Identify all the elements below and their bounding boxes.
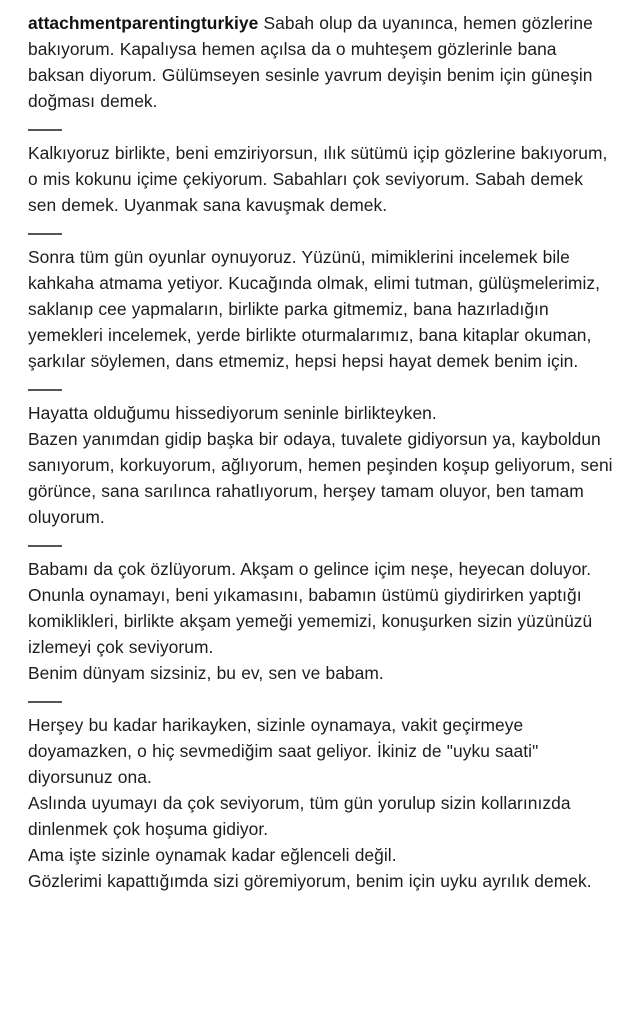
caption-paragraph: Gözlerimi kapattığımda sizi göremiyorum, benim için uyku ayrılık demek. — [28, 871, 592, 891]
caption-block — [28, 129, 614, 218]
caption-paragraph: Babamı da çok özlüyorum. Akşam o gelince içim neşe, heyecan doluyor. — [28, 559, 592, 579]
section-divider — [28, 129, 62, 131]
section-divider — [28, 233, 62, 235]
caption-paragraph — [28, 10, 614, 114]
caption-paragraph: Benim dünyam sizsiniz, bu ev, sen ve babam. — [28, 663, 384, 683]
section-divider — [28, 389, 62, 391]
caption-paragraph: Herşey bu kadar harikayken, sizinle oynamaya, vakit geçirmeye doyamazken, o hiç sevmediğim saat geliyor. İkiniz de "uyku saati" diyorsunuz ona. — [28, 715, 539, 787]
caption-block — [28, 233, 614, 374]
caption-paragraph: Ama işte sizinle oynamak kadar eğlenceli değil. — [28, 845, 397, 865]
caption-block — [28, 389, 614, 530]
caption-paragraph: Bazen yanımdan gidip başka bir odaya, tuvalete gidiyorsun ya, kayboldun sanıyorum, korkuyorum, ağlıyorum, hemen peşinden koşup geliyorum, seni görünce, sana sarılınca rahatlıyorum, herşey tamam oluyor, ben tamam oluyorum. — [28, 429, 613, 527]
caption-block — [28, 701, 614, 894]
caption-paragraph: Hayatta olduğumu hissediyorum seninle birlikteyken. — [28, 403, 437, 423]
caption-paragraph: Sonra tüm gün oyunlar oynuyoruz. Yüzünü, mimiklerini incelemek bile kahkaha atmama yetiyor. Kucağında olmak, elimi tutman, gülüşmelerimiz, saklanıp cee yapmaların, birlikte parka gitmemiz, bana hazırladığın yemekleri incelemek, yerde birlikte oturmalarımız, bana kitaplar okuman, şarkılar söylemen, dans etmemiz, hepsi hepsi hayat demek benim için. — [28, 247, 601, 371]
caption-paragraph: Onunla oynamayı, beni yıkamasını, babamın üstümü giydirirken yaptığı komiklikleri, birlikte akşam yemeği yememizi, konuşurken sizin yüzünüzü izlemeyi çok seviyorum. — [28, 585, 593, 657]
username-label[interactable]: attachmentparentingturkiye — [28, 13, 259, 33]
caption-text: Sabah olup da uyanınca, hemen gözlerine bakıyorum. Kapalıysa hemen açılsa da o muhteşem gözlerinle bana baksan diyorum. Gülümseyen sesinle yavrum deyişin benim için güneşin doğması demek. — [28, 13, 593, 111]
caption-block — [28, 545, 614, 686]
caption-paragraph: Aslında uyumayı da çok seviyorum, tüm gün yorulup sizin kollarınızda dinlenmek çok hoşuma gidiyor. — [28, 793, 571, 839]
caption-paragraph: Kalkıyoruz birlikte, beni emziriyorsun, ılık sütümü içip gözlerine bakıyorum, o mis kokunu içime çekiyorum. Sabahları çok seviyorum. Sabah demek sen demek. Uyanmak sana kavuşmak demek. — [28, 143, 608, 215]
section-divider — [28, 545, 62, 547]
caption-block — [28, 10, 614, 114]
section-divider — [28, 701, 62, 703]
